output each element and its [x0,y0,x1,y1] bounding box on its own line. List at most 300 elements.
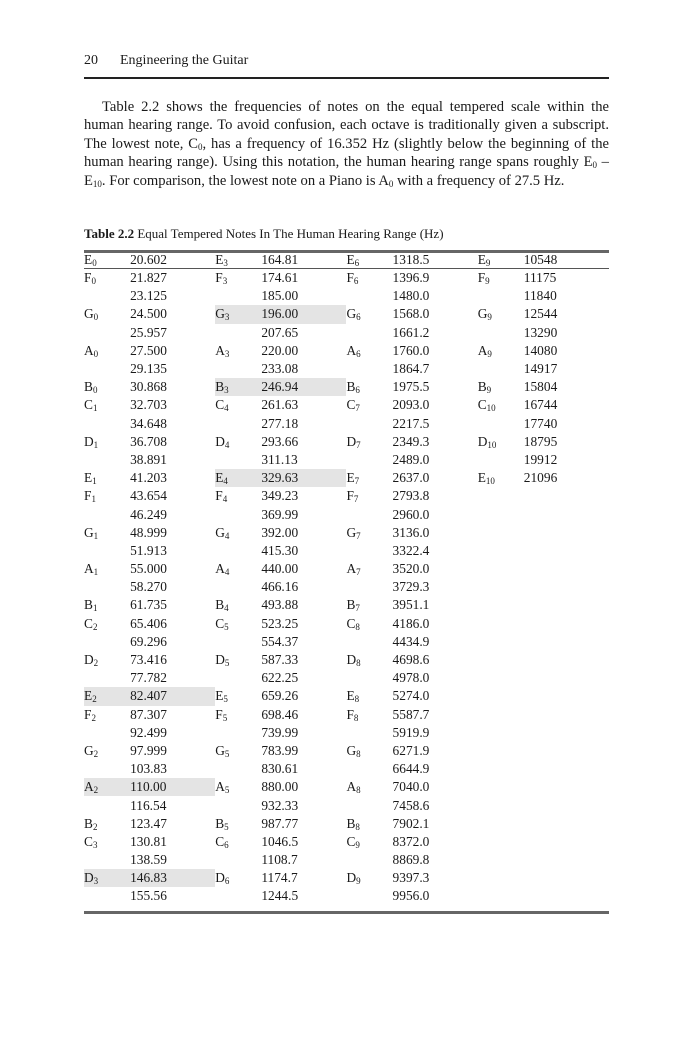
frequency-value: 2637.0 [392,470,430,486]
table-row [84,869,609,887]
frequency-value: 130.81 [130,833,167,849]
octave-subscript: 1 [92,603,98,614]
frequency-cell [393,887,478,905]
frequency-cell [130,778,215,796]
octave-subscript: 9 [485,276,490,287]
note-name-cell [84,796,130,814]
note-name-cell [84,360,130,378]
table-row [84,269,609,288]
frequency-value: 36.708 [130,433,167,449]
frequency-cell [524,815,609,833]
note-name-cell [478,305,524,323]
note-name-cell [84,578,130,596]
note-name-cell [478,360,524,378]
table-row [84,742,609,760]
frequency-cell [524,633,609,651]
octave-subscript: 0 [93,348,99,359]
note-letter: E [215,470,224,486]
frequency-value: 164.81 [261,251,299,267]
frequency-value: 3729.3 [392,579,430,595]
frequency-cell [130,851,215,869]
table-row [84,687,609,705]
note-letter: A [84,779,94,795]
frequency-value: 15804 [523,379,558,395]
frequency-value: 440.00 [261,561,299,577]
octave-subscript: 10 [486,403,496,414]
note-name-cell [215,378,261,396]
frequency-cell [393,251,478,269]
note-letter: A [215,342,225,358]
note-name-cell [478,633,524,651]
octave-subscript: 5 [222,712,228,723]
table-row [84,342,609,360]
octave-subscript: 0 [91,276,96,287]
note-letter: G [477,306,488,322]
frequency-cell [524,669,609,687]
frequency-value: 4978.0 [392,670,430,686]
frequency-value: 5587.7 [392,706,430,722]
frequency-value: 3951.1 [392,597,430,613]
frequency-cell [130,487,215,505]
note-name-cell [478,669,524,687]
frequency-cell [393,633,478,651]
frequency-cell [130,669,215,687]
frequency-cell [261,869,346,887]
table-row [84,851,609,869]
note-letter: A [477,342,488,358]
note-name-cell [215,560,261,578]
note-name-cell [215,487,261,505]
frequency-cell [130,269,215,288]
note-name-cell [478,851,524,869]
frequency-value: 233.08 [261,361,299,377]
octave-subscript: 0 [92,385,98,396]
octave-subscript: 9 [355,839,360,850]
note-name-cell [478,833,524,851]
frequency-cell [393,815,478,833]
frequency-cell [261,669,346,687]
note-letter: E [215,251,224,267]
frequency-cell [261,633,346,651]
octave-subscript: 1 [91,494,96,505]
note-letter: E [84,470,93,486]
frequency-cell [130,651,215,669]
note-letter: C [346,615,356,631]
note-name-cell [215,669,261,687]
text-run: . For comparison, the lowest note on a Piano is A [101,172,389,189]
frequency-value: 61.735 [130,597,167,613]
frequency-cell [261,796,346,814]
frequency-cell [261,542,346,560]
note-name-cell [346,324,392,342]
frequency-cell [261,342,346,360]
note-name-cell [84,324,130,342]
frequency-cell [393,542,478,560]
note-name-cell [215,360,261,378]
frequency-value: 293.66 [261,433,299,449]
octave-subscript: 6 [356,312,361,323]
note-letter: F [84,488,92,504]
frequency-value: 830.61 [261,761,299,777]
table-row [84,378,609,396]
octave-subscript: 2 [91,712,96,723]
table-row [84,415,609,433]
frequency-value: 554.37 [261,633,299,649]
note-name-cell [84,396,130,414]
octave-subscript: 3 [224,312,230,323]
frequency-cell [393,760,478,778]
frequency-cell [130,687,215,705]
frequency-cell [524,706,609,724]
note-name-cell [346,415,392,433]
frequency-value: 3136.0 [392,524,430,540]
octave-subscript: 5 [224,821,229,832]
note-letter: A [215,561,225,577]
frequency-value: 1568.0 [392,306,430,322]
frequency-cell [524,342,609,360]
octave-subscript: 6 [224,839,229,850]
frequency-value: 92.499 [130,724,167,740]
note-letter: B [346,597,356,613]
note-letter: E [346,470,355,486]
note-name-cell [215,251,261,269]
frequency-cell [524,360,609,378]
frequency-cell [524,269,609,288]
note-name-cell [478,796,524,814]
frequency-cell [261,487,346,505]
frequency-value: 659.26 [261,688,299,704]
note-name-cell [84,269,130,288]
table-row [84,542,609,560]
note-name-cell [84,742,130,760]
frequency-cell [524,742,609,760]
note-name-cell [346,706,392,724]
frequency-cell [524,433,609,451]
frequency-cell [130,542,215,560]
frequency-cell [130,505,215,523]
note-name-cell [84,305,130,323]
frequency-value: 11175 [523,270,557,286]
note-letter: G [346,742,357,758]
frequency-value: 21096 [523,470,558,486]
note-name-cell [84,833,130,851]
note-name-cell [84,542,130,560]
note-letter: D [215,870,225,886]
octave-subscript: 1 [93,439,99,450]
note-name-cell [84,724,130,742]
note-name-cell [478,542,524,560]
note-name-cell [346,487,392,505]
note-name-cell [478,415,524,433]
frequency-table [84,251,609,906]
frequency-value: 523.25 [261,615,299,631]
note-letter: C [84,833,93,849]
note-name-cell [215,396,261,414]
frequency-value: 14080 [523,342,558,358]
frequency-value: 392.00 [261,524,299,540]
table-row [84,778,609,796]
frequency-cell [524,305,609,323]
note-name-cell [346,869,392,887]
note-name-cell [215,760,261,778]
frequency-value: 261.63 [261,397,299,413]
frequency-cell [261,687,346,705]
running-header [84,53,608,69]
note-name-cell [215,469,261,487]
note-name-cell [346,851,392,869]
note-name-cell [346,469,392,487]
note-name-cell [84,887,130,905]
note-letter: F [346,706,354,722]
note-letter: E [477,251,486,267]
note-name-cell [84,433,130,451]
note-name-cell [215,687,261,705]
table-bottom-rule [84,911,609,914]
frequency-cell [524,324,609,342]
octave-subscript: 4 [224,403,229,414]
note-name-cell [346,596,392,614]
note-name-cell [84,505,130,523]
frequency-value: 698.46 [261,706,299,722]
note-name-cell [478,760,524,778]
frequency-value: 415.30 [261,542,299,558]
frequency-cell [524,687,609,705]
note-name-cell [84,778,130,796]
note-name-cell [215,451,261,469]
frequency-cell [130,833,215,851]
frequency-cell [524,869,609,887]
frequency-cell [393,869,478,887]
text-run: with a frequency of 27.5 Hz. [393,172,565,189]
frequency-value: 77.782 [130,670,167,686]
frequency-cell [261,560,346,578]
octave-subscript: 9 [487,312,492,323]
note-letter: B [84,597,93,613]
note-name-cell [215,796,261,814]
note-name-cell [215,869,261,887]
octave-subscript: 3 [224,348,230,359]
frequency-cell [524,524,609,542]
frequency-cell [261,615,346,633]
frequency-value: 987.77 [261,815,299,831]
table-row [84,669,609,687]
frequency-value: 82.407 [130,688,167,704]
octave-subscript: 8 [354,694,360,705]
frequency-value: 1975.5 [392,379,430,395]
frequency-cell [393,396,478,414]
frequency-value: 97.999 [130,742,167,758]
octave-subscript: 4 [224,603,229,614]
frequency-cell [393,342,478,360]
octave-subscript: 5 [224,785,230,796]
frequency-cell [393,505,478,523]
note-name-cell [346,760,392,778]
octave-subscript: 6 [354,257,360,268]
frequency-value: 2960.0 [392,506,430,522]
note-name-cell [215,833,261,851]
frequency-cell [261,396,346,414]
table-row [84,596,609,614]
frequency-value: 349.23 [261,488,299,504]
note-name-cell [346,833,392,851]
note-name-cell [478,378,524,396]
frequency-value: 3322.4 [392,542,430,558]
frequency-cell [261,505,346,523]
text-run: Table 2.2 shows the frequencies of notes on the equal tempered scale within the human hearing range. To avoid confusion, each octave is traditionally given a subscript. The lowest note, C [84,99,609,152]
note-name-cell [346,524,392,542]
note-letter: F [215,270,223,286]
note-letter: D [346,433,357,449]
frequency-value: 196.00 [261,306,299,322]
frequency-cell [393,596,478,614]
frequency-cell [130,415,215,433]
frequency-value: 932.33 [261,797,299,813]
note-letter: E [84,688,93,704]
frequency-value: 11840 [523,288,557,304]
note-name-cell [84,815,130,833]
note-letter: F [346,270,354,286]
note-letter: D [477,433,488,449]
octave-subscript: 4 [224,530,230,541]
frequency-cell [261,451,346,469]
frequency-value: 369.99 [261,506,299,522]
frequency-cell [261,287,346,305]
note-name-cell [215,542,261,560]
note-letter: D [346,652,357,668]
note-name-cell [346,887,392,905]
octave-subscript: 3 [223,257,228,268]
frequency-cell [524,724,609,742]
note-name-cell [84,851,130,869]
frequency-value: 32.703 [130,397,167,413]
note-letter: E [477,470,486,486]
note-name-cell [84,487,130,505]
frequency-cell [130,287,215,305]
frequency-cell [130,469,215,487]
note-name-cell [346,724,392,742]
note-name-cell [478,615,524,633]
note-name-cell [215,305,261,323]
frequency-cell [130,724,215,742]
octave-subscript: 8 [356,658,361,669]
frequency-value: 155.56 [130,888,167,904]
note-name-cell [478,742,524,760]
frequency-cell [393,378,478,396]
frequency-value: 87.307 [130,706,167,722]
frequency-value: 41.203 [130,470,167,486]
note-name-cell [346,633,392,651]
table-row [84,651,609,669]
frequency-value: 277.18 [261,415,299,431]
frequency-value: 116.54 [130,797,167,813]
frequency-cell [524,560,609,578]
frequency-value: 24.500 [130,306,167,322]
frequency-cell [393,433,478,451]
note-letter: C [477,397,487,413]
frequency-value: 5274.0 [392,688,430,704]
note-name-cell [346,342,392,360]
frequency-cell [130,706,215,724]
octave-subscript: 4 [224,567,230,578]
note-name-cell [346,269,392,288]
octave-subscript: 10 [487,439,497,450]
octave-subscript: 7 [356,567,361,578]
note-letter: D [215,433,225,449]
frequency-cell [393,778,478,796]
note-letter: A [346,561,357,577]
frequency-cell [261,360,346,378]
note-letter: B [84,379,93,395]
octave-subscript: 5 [223,694,228,705]
frequency-value: 138.59 [130,852,167,868]
frequency-cell [261,596,346,614]
octave-subscript: 4 [223,476,228,487]
note-letter: E [84,251,93,267]
note-name-cell [478,578,524,596]
octave-subscript: 2 [93,785,99,796]
note-letter: F [84,270,92,286]
note-name-cell [346,778,392,796]
note-letter: G [215,742,225,758]
frequency-value: 14917 [523,361,558,377]
note-name-cell [84,706,130,724]
frequency-value: 21.827 [130,270,167,286]
octave-subscript: 10 [485,476,495,487]
note-name-cell [84,524,130,542]
frequency-cell [130,578,215,596]
frequency-cell [130,742,215,760]
frequency-value: 493.88 [261,597,299,613]
note-letter: A [346,342,357,358]
frequency-value: 27.500 [130,342,167,358]
frequency-value: 9397.3 [392,870,430,886]
octave-subscript: 6 [224,876,230,887]
note-name-cell [346,251,392,269]
frequency-cell [393,669,478,687]
table-row [84,396,609,414]
frequency-cell [524,451,609,469]
octave-subscript: 7 [355,403,360,414]
note-name-cell [346,542,392,560]
table-row [84,887,609,905]
octave-subscript: 7 [356,439,361,450]
note-letter: C [84,397,93,413]
table-row [84,287,609,305]
frequency-value: 1318.5 [392,251,430,267]
octave-subscript: 7 [355,603,360,614]
note-letter: B [215,597,225,613]
note-letter: A [84,342,94,358]
octave-subscript: 5 [224,748,230,759]
frequency-cell [261,378,346,396]
frequency-cell [524,760,609,778]
frequency-cell [524,487,609,505]
note-letter: E [346,688,355,704]
table-row [84,815,609,833]
frequency-cell [130,305,215,323]
note-name-cell [478,251,524,269]
table-row [84,324,609,342]
note-letter: G [215,524,225,540]
frequency-cell [524,287,609,305]
octave-subscript: 1 [93,567,99,578]
frequency-value: 13290 [523,324,558,340]
note-name-cell [215,851,261,869]
frequency-cell [130,596,215,614]
note-name-cell [478,287,524,305]
subscript: 0 [592,160,597,171]
note-name-cell [84,869,130,887]
